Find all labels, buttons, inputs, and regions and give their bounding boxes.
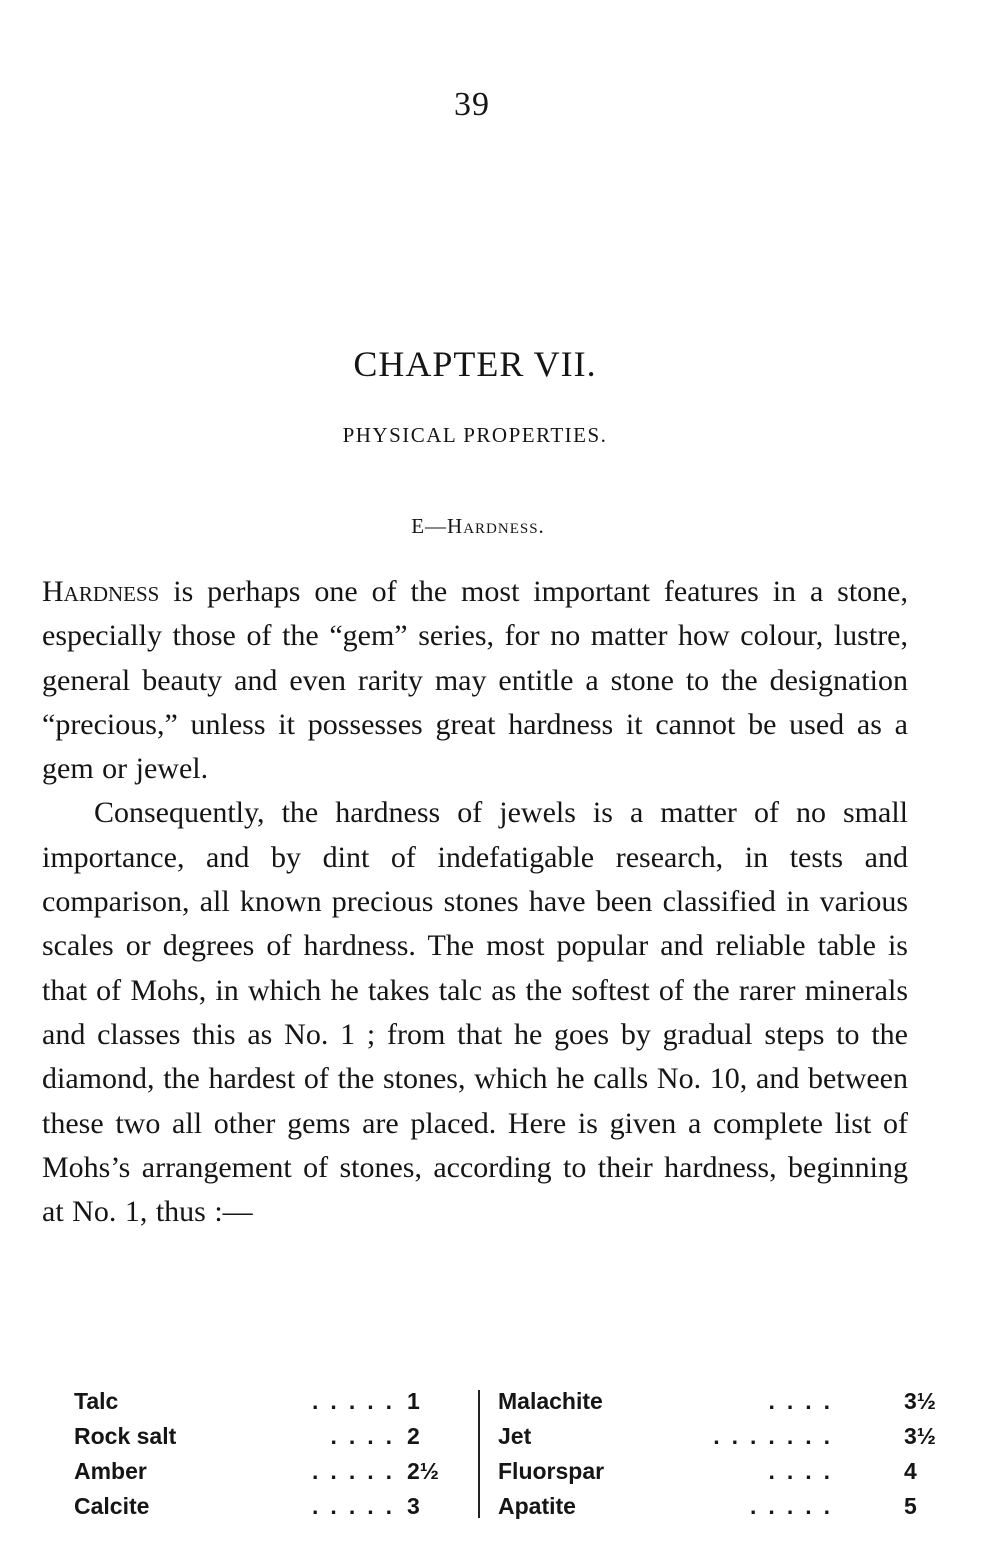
- leader-dots: .....: [312, 1493, 404, 1519]
- hardness-table-left-column: [74, 1384, 439, 1524]
- hardness-value: 1: [407, 1388, 420, 1414]
- subsection-name: Hardness.: [447, 514, 545, 538]
- column-divider: [478, 1390, 480, 1518]
- leader-dots: ....: [768, 1458, 842, 1484]
- mineral-name: Calcite: [74, 1493, 150, 1519]
- page-number: 39: [454, 86, 490, 123]
- table-row: [74, 1419, 434, 1454]
- mineral-name: Rock salt: [74, 1423, 177, 1449]
- table-row: [74, 1454, 439, 1489]
- paragraph-1: [42, 570, 908, 791]
- hardness-value: 3: [407, 1493, 420, 1519]
- paragraph-1-text: is perhaps one of the most important features in a stone, especially those of the “gem” series, for no matter how colour, lustre, general beauty and even rarity may entitle a stone to the designation “precious,” unless it possesses great hardness it cannot be used as a gem or jewel.: [42, 575, 908, 786]
- mineral-name: Malachite: [498, 1388, 603, 1414]
- section-title: PHYSICAL PROPERTIES.: [342, 423, 608, 447]
- table-row: [498, 1384, 936, 1419]
- hardness-value: 5: [904, 1493, 917, 1519]
- table-row: [498, 1419, 936, 1454]
- hardness-value: 4: [904, 1458, 917, 1484]
- table-row: [74, 1384, 434, 1419]
- leader-dots: .....: [312, 1458, 404, 1484]
- table-row: [498, 1489, 917, 1524]
- hardness-table-right-column: [498, 1384, 936, 1524]
- subsection-title: [0, 514, 956, 539]
- leader-dots: ....: [768, 1388, 842, 1414]
- leader-dots: .....: [312, 1388, 404, 1414]
- leader-dots: ....: [330, 1423, 404, 1449]
- table-row: [498, 1454, 917, 1489]
- mineral-name: Jet: [498, 1423, 532, 1449]
- mineral-name: Fluorspar: [498, 1458, 605, 1484]
- hardness-value: 3½: [904, 1423, 936, 1449]
- hardness-value: 3½: [904, 1388, 936, 1414]
- chapter-title: CHAPTER VII.: [353, 344, 597, 384]
- paragraph-2: Consequently, the hardness of jewels is a matter of no small importance, and by dint of indefatigable research, in tests and comparison, all known precious stones have been classified in various scales or degrees of hardness. The most popular and reliable table is that of Mohs, in which he takes talc as the softest of the rarer minerals and classes this as No. 1 ; from that he goes by gradual steps to the diamond, the hardest of the stones, which he calls No. 10, and between these two all other gems are placed. Here is given a complete list of Mohs’s arrangement of stones, according to their hardness, beginning at No. 1, thus :—: [42, 796, 908, 1229]
- table-row: [74, 1489, 434, 1524]
- body-text: [42, 570, 908, 1234]
- leader-dots: .......: [713, 1423, 842, 1449]
- subsection-prefix: E—: [411, 514, 448, 538]
- leader-dots: .....: [750, 1493, 842, 1519]
- hardness-value: 2: [407, 1423, 420, 1449]
- paragraph-1-lead-word: Hardness: [42, 575, 160, 608]
- mineral-name: Apatite: [498, 1493, 576, 1519]
- hardness-value: 2½: [407, 1458, 439, 1484]
- mineral-name: Talc: [74, 1388, 119, 1414]
- mineral-name: Amber: [74, 1458, 147, 1484]
